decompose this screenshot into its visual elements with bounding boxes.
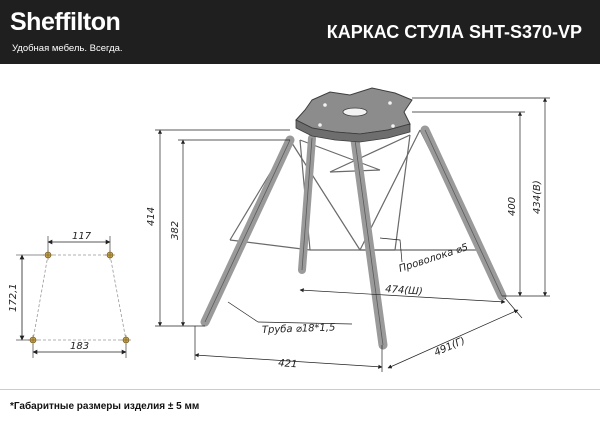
legs <box>205 130 502 345</box>
divider <box>0 389 600 390</box>
footprint-diagram <box>8 231 131 358</box>
callout-wire: Проволока ⌀5 <box>397 242 470 275</box>
dim-top-width: 117 <box>72 231 92 242</box>
tolerance-note: *Габаритные размеры изделия ± 5 мм <box>10 401 200 412</box>
callout-tube: Труба ⌀18*1,5 <box>261 322 336 336</box>
dim-seat-plate-height: 382 <box>170 220 181 240</box>
seat-plate <box>296 88 412 142</box>
dim-width-w: 474(Ш) <box>384 284 424 298</box>
leg-point <box>43 250 53 260</box>
dim-leg-height: 400 <box>507 196 518 216</box>
leg-point <box>28 335 38 345</box>
dim-front-width: 421 <box>277 358 298 371</box>
product-title: КАРКАС СТУЛА SHT-S370-VP <box>326 22 582 42</box>
leg-point <box>105 250 115 260</box>
dim-bottom-width: 183 <box>70 341 90 352</box>
brand-tagline: Удобная мебель. Всегда. <box>12 43 123 54</box>
brand-logo: Sheffilton <box>10 8 121 36</box>
leg-point <box>121 335 131 345</box>
dim-overall-height: 414 <box>146 206 157 226</box>
dim-depth-g: 491(Г) <box>432 335 467 359</box>
dim-footprint-depth: 172,1 <box>8 283 19 312</box>
dim-overall-height-b: 434(В) <box>532 180 543 214</box>
chair-frame <box>205 88 502 345</box>
